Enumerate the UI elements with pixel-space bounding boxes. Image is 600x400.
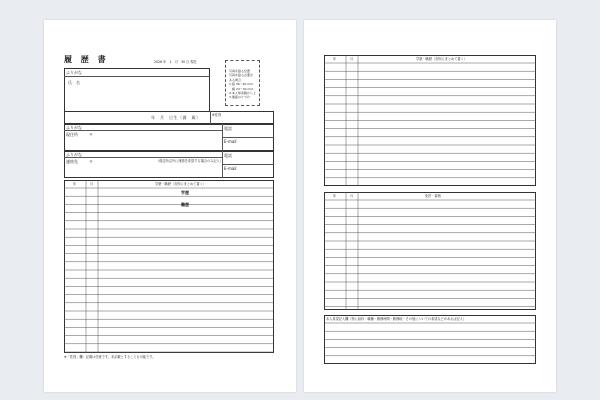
contact-furigana-label: ふりがな	[66, 152, 82, 157]
address-phone-label: 電話	[224, 126, 232, 131]
name-block	[64, 68, 210, 112]
photo-line: 写真を貼る必要が	[229, 73, 254, 78]
col-history-front: 学歴・職歴（各別にまとめて書く）	[155, 182, 206, 186]
contact-phone-label: 電話	[224, 153, 232, 158]
work-heading: 職歴	[181, 202, 189, 207]
col-year-front: 年	[73, 182, 77, 186]
current-date: 2026 年 1 月 30 日 現在	[154, 60, 197, 64]
address-email-label: E-mail	[224, 139, 237, 144]
gender-footnote: ※「性別」欄：記載は任意です。未記載とすることも可能です。	[64, 355, 156, 359]
contact-postal-mark: 〒	[89, 159, 93, 164]
gender-label: ※性別	[212, 113, 222, 117]
address-postal-mark: 〒	[89, 132, 93, 137]
license-table	[324, 192, 536, 310]
education-heading: 学歴	[181, 190, 189, 195]
resume-page-front	[44, 20, 296, 392]
address-label: 現住所	[66, 132, 78, 137]
photo-line: 2.本人単身胸から上	[229, 91, 256, 96]
col-month-front: 月	[90, 182, 94, 186]
col-history-back: 学歴・職歴（各別にまとめて書く）	[416, 57, 467, 61]
photo-line: 横 24〜30 mm	[229, 86, 254, 91]
document-title: 履 歴 書	[64, 55, 109, 64]
request-label: 本人希望記入欄（特に給料・職種・勤務時間・勤務地・その他についての希望などがあれば記入）	[326, 317, 467, 321]
photo-line: 1.縦 36〜40 mm	[229, 82, 254, 87]
contact-note: （現住所以外に連絡を希望する場合のみ記入）	[156, 159, 223, 163]
request-grid	[324, 315, 536, 364]
col-month-license: 月	[350, 194, 354, 198]
col-year-license: 年	[333, 194, 337, 198]
col-month-back: 月	[350, 57, 354, 61]
resume-page-back	[304, 20, 556, 392]
col-year-back: 年	[333, 57, 337, 61]
contact-label: 連絡先	[66, 159, 78, 164]
photo-line: 写真を貼る位置	[229, 69, 251, 73]
history-grid-front	[64, 180, 274, 353]
photo-line: 3.裏面のりづけ	[229, 95, 250, 100]
name-label: 氏 名	[68, 80, 80, 85]
photo-area	[225, 60, 260, 106]
name-furigana-label: ふりがな	[66, 70, 82, 75]
address-furigana-label: ふりがな	[66, 125, 82, 130]
history-table-back	[324, 55, 536, 186]
request-block	[324, 315, 536, 364]
birthdate-label: 年 月 日生（満 歳）	[151, 115, 201, 120]
col-license: 免許・資格	[425, 194, 441, 198]
history-grid-back	[324, 55, 536, 186]
license-grid	[324, 192, 536, 310]
history-table-front	[64, 180, 274, 353]
contact-email-label: E-mail	[224, 166, 237, 171]
photo-line: ある場合	[229, 77, 242, 82]
